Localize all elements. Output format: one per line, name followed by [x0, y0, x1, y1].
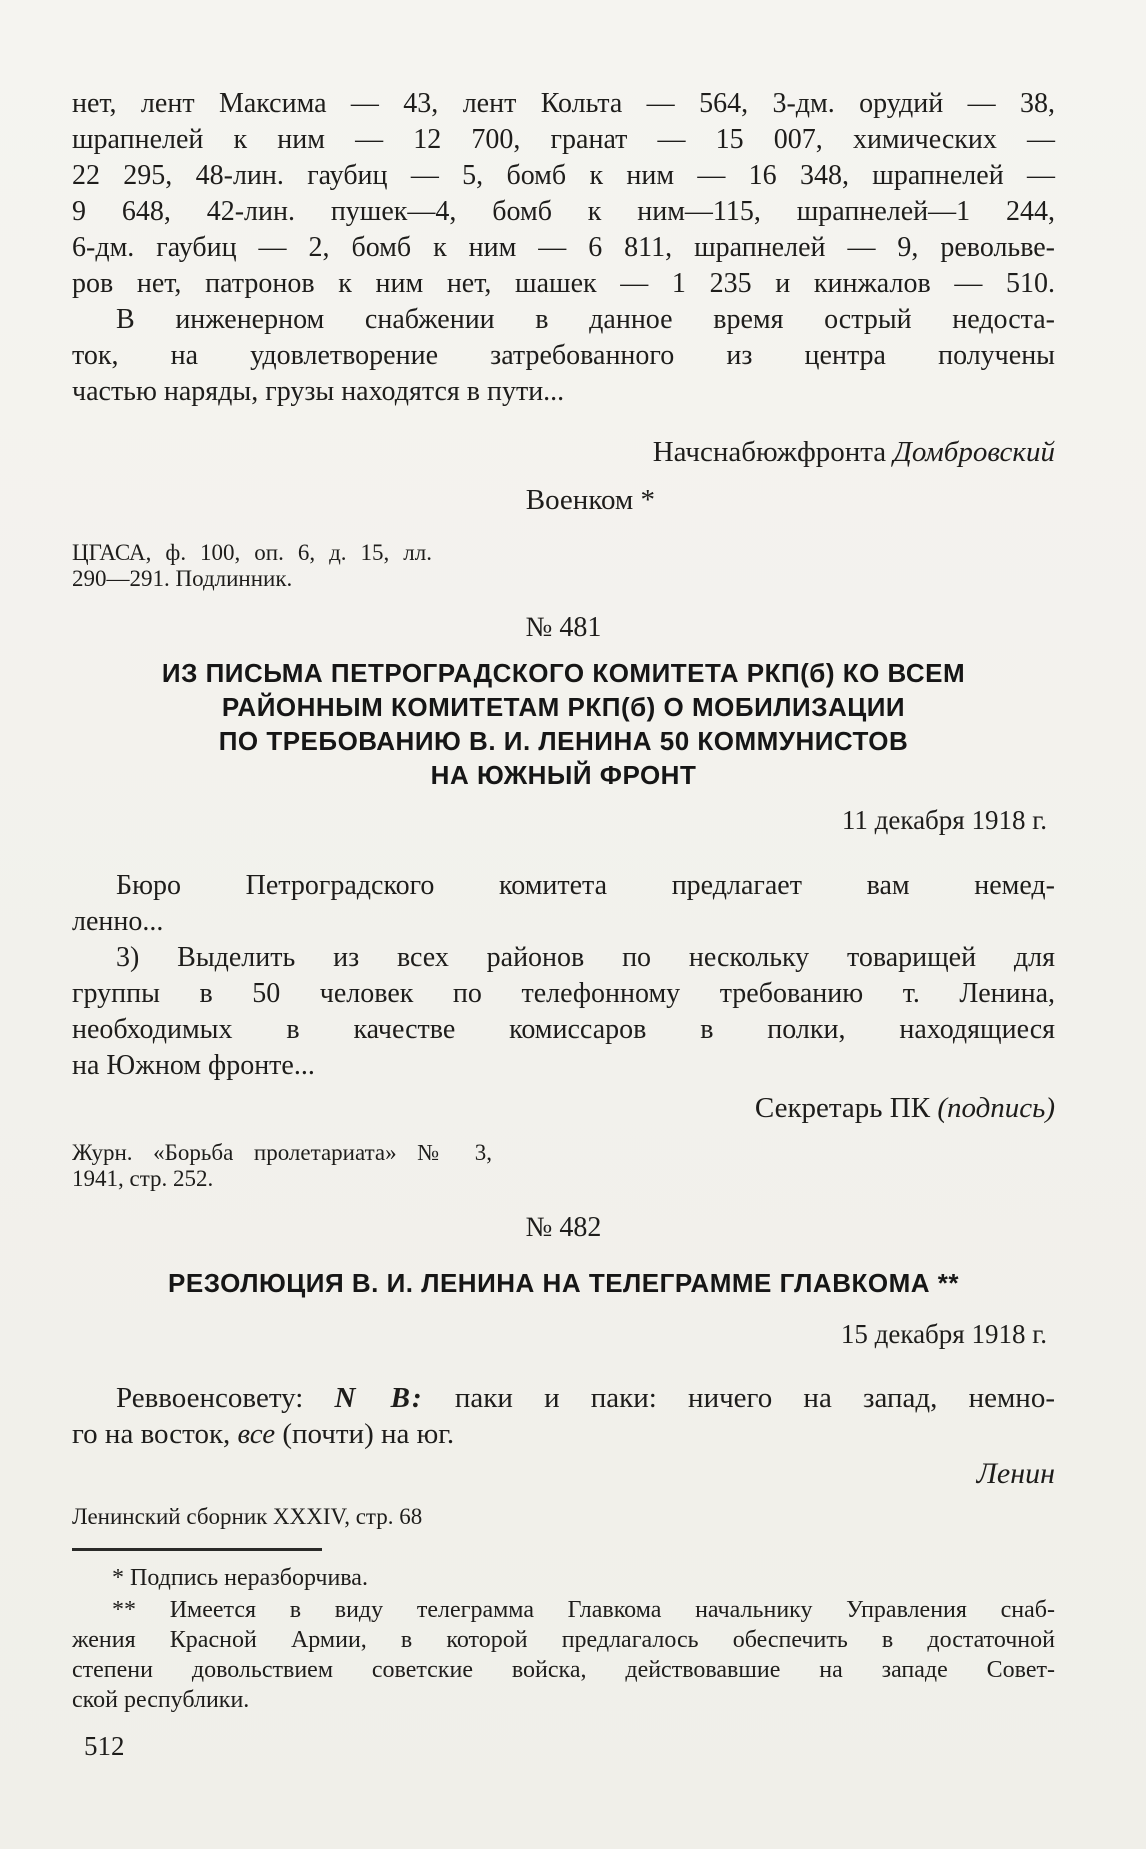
document-482-title-line: РЕЗОЛЮЦИЯ В. И. ЛЕНИНА НА ТЕЛЕГРАММЕ ГЛАВКОМА **: [168, 1268, 959, 1298]
lenin-name: Ленин: [976, 1457, 1055, 1490]
nota-bene-mark: N B:: [334, 1382, 424, 1414]
text-line: ЦГАСА, ф. 100, оп. 6, д. 15, лл.: [72, 540, 432, 565]
signature-supply-chief: [72, 434, 1055, 470]
document-481-date: 11 декабря 1918 г.: [841, 805, 1047, 835]
supply-report-continuation-paragraph: [72, 86, 1055, 302]
text-line: ** Имеется в виду телеграмма Главкома начальнику Управления снаб-: [112, 1597, 1055, 1623]
text-line: жения Красной Армии, в которой предлагалось обеспечить в достаточной: [72, 1627, 1055, 1653]
voenkom-label: Военком *: [525, 484, 655, 516]
lenin-resolution-paragraph: [72, 1380, 1055, 1452]
footnote-divider: [72, 1548, 322, 1551]
text-line: ской республики.: [72, 1687, 250, 1713]
text-line: ПО ТРЕБОВАНИЮ В. И. ЛЕНИНА 50 КОММУНИСТОВ: [218, 726, 909, 756]
text-line: * Подпись неразборчива.: [112, 1565, 368, 1591]
text-line: необходимых в качестве комиссаров в полки, находящиеся: [72, 1014, 1055, 1045]
bureau-proposal-paragraph: [72, 868, 1055, 940]
text-line: шрапнелей к ним — 12 700, гранат — 15 007, химических —: [72, 124, 1055, 155]
text-line: 3) Выделить из всех районов по нескольку товарищей для: [116, 942, 1055, 973]
footnote-2: [72, 1595, 1055, 1715]
footnote-1: [72, 1563, 1055, 1593]
text-line: частью наряды, грузы находятся в пути...: [72, 376, 565, 407]
resolution-line-2-end: (почти) на юг.: [275, 1418, 455, 1450]
engineering-supply-paragraph: [72, 302, 1055, 410]
item-3-paragraph: [72, 940, 1055, 1084]
text-line: Журн. «Борьба пролетариата» № 3,: [72, 1140, 492, 1165]
resolution-line-1-text: паки и паки: ничего на запад, немно-: [423, 1382, 1055, 1414]
document-number-481: № 481: [525, 612, 602, 643]
text-line: ров нет, патронов к ним нет, шашек — 1 235 и кинжалов — 510.: [72, 268, 1055, 299]
journal-source-reference: [72, 1140, 492, 1192]
signature-name: Домбровский: [893, 436, 1055, 468]
text-line: нет, лент Максима — 43, лент Кольта — 564, 3-дм. орудий — 38,: [72, 88, 1055, 119]
document-481-title: [72, 656, 1055, 792]
resolution-line-1: [72, 1380, 1055, 1416]
lenin-sbornik-line: Ленинский сборник XXXIV, стр. 68: [72, 1504, 423, 1529]
text-line: 6-дм. гаубиц — 2, бомб к ним — 6 811, шрапнелей — 9, револьве-: [72, 232, 1055, 263]
page-number: 512: [84, 1731, 125, 1761]
document-482-date: 15 декабря 1918 г.: [840, 1319, 1047, 1349]
secretary-role: Секретарь ПК: [754, 1092, 938, 1124]
resolution-line-2: [72, 1416, 1055, 1452]
text-block: [72, 86, 1055, 1762]
text-line: степени довольствием советские войска, действовавшие на западе Совет-: [72, 1657, 1055, 1683]
text-line: Бюро Петроградского комитета предлагает вам немед-: [116, 870, 1055, 901]
resolution-emphasis: все: [237, 1418, 276, 1450]
text-line: 290—291. Подлинник.: [72, 566, 293, 591]
signature-role: Начснабюжфронта: [652, 436, 894, 468]
text-line: 1941, стр. 252.: [72, 1166, 214, 1191]
text-line: ИЗ ПИСЬМА ПЕТРОГРАДСКОГО КОМИТЕТА РКП(б) КО ВСЕМ: [161, 658, 966, 688]
document-number-482: № 482: [525, 1212, 602, 1243]
text-line: 22 295, 48-лин. гаубиц — 5, бомб к ним — 16 348, шрапнелей —: [72, 160, 1055, 191]
text-line: 9 648, 42-лин. пушек—4, бомб к ним—115, шрапнелей—1 244,: [72, 196, 1055, 227]
resolution-line-2-start: го на восток,: [72, 1418, 238, 1450]
signature-secretary: [72, 1090, 1055, 1126]
signature-lenin: [72, 1456, 1055, 1492]
text-line: ток, на удовлетворение затребованного из центра получены: [72, 340, 1055, 371]
text-line: В инженерном снабжении в данное время острый недоста-: [116, 304, 1055, 335]
secretary-signature-note: (подпись): [937, 1092, 1055, 1124]
archive-reference: [72, 540, 432, 592]
text-line: НА ЮЖНЫЙ ФРОНТ: [430, 760, 697, 790]
text-line: группы в 50 человек по телефонному требованию т. Ленина,: [72, 978, 1055, 1009]
resolution-addressee: Реввоенсовету:: [116, 1382, 335, 1414]
document-482-title: [72, 1266, 1055, 1300]
text-line: РАЙОННЫМ КОМИТЕТАМ РКП(б) О МОБИЛИЗАЦИИ: [221, 692, 906, 722]
text-line: на Южном фронте...: [72, 1050, 315, 1081]
lenin-sbornik-reference: [72, 1504, 1055, 1530]
signature-voenkom: [72, 482, 1055, 518]
text-line: ленно...: [72, 906, 164, 937]
